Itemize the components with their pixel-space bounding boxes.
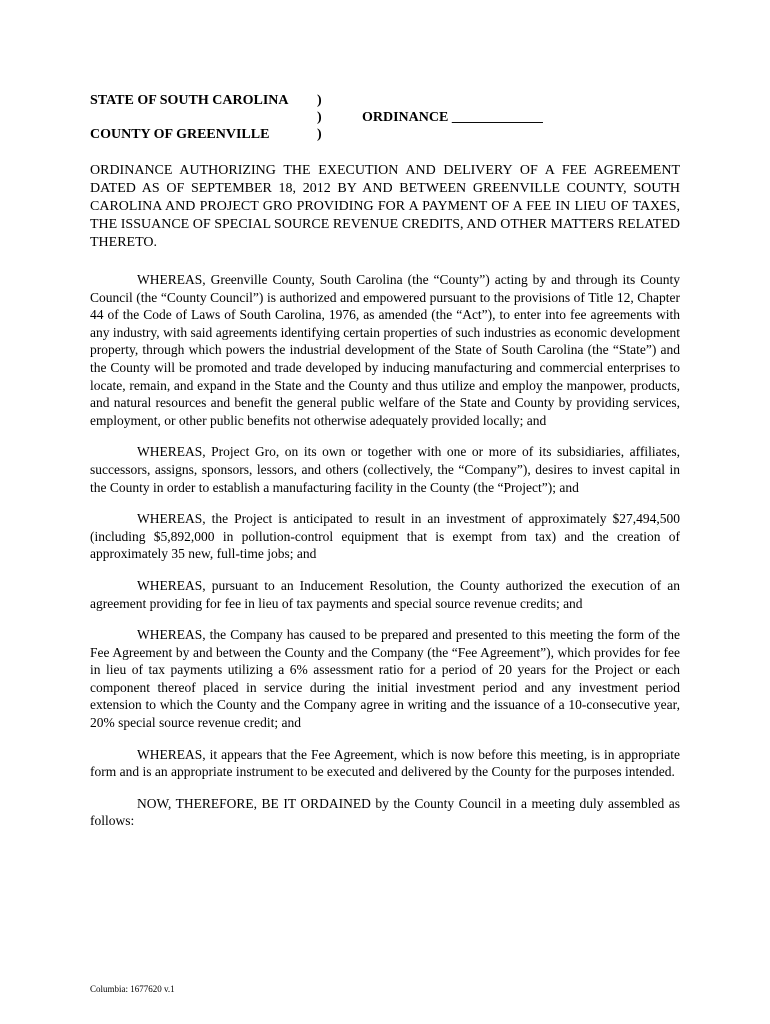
paragraph-whereas-investment: WHEREAS, the Project is anticipated to result in an investment of approximately $27,494,500 (including $5,892,000 in pollution-control equipment that is exempt from tax) and the creation of approximately 35 new, full-time jobs; and (90, 511, 680, 562)
county-label: COUNTY OF GREENVILLE (90, 127, 270, 142)
ordinance-number-label: ORDINANCE _____________ (362, 110, 543, 125)
ordinance-body (90, 271, 680, 844)
caption-row-county (90, 126, 690, 143)
paragraph-whereas-fee-agreement: WHEREAS, the Company has caused to be prepared and presented to this meeting the form of the Fee Agreement by and between the County and the Company (the “Fee Agreement”), which provides for fee in lieu of tax payments utilizing a 6% assessment ratio for a period of 20 years for the Project or each component thereof placed in service during the initial investment period and any investment period extension to which the County and the Company agree in writing and the issuance of a 10-consecutive year, 20% special source revenue credit; and (90, 627, 680, 731)
paragraph-whereas-appropriate: WHEREAS, it appears that the Fee Agreement, which is now before this meeting, is in appropriate form and is an appropriate instrument to be executed and delivered by the County for the purposes intended. (90, 746, 680, 780)
caption-paren: ) (317, 127, 322, 142)
state-label: STATE OF SOUTH CAROLINA (90, 93, 289, 108)
caption-row-state (90, 92, 690, 109)
document-footer: Columbia: 1677620 v.1 (90, 984, 175, 994)
caption-paren: ) (317, 93, 322, 108)
caption-paren: ) (317, 110, 322, 125)
case-caption (90, 92, 690, 143)
ordinance-title: ORDINANCE AUTHORIZING THE EXECUTION AND DELIVERY OF A FEE AGREEMENT DATED AS OF SEPTEMBER 18, 2012 BY AND BETWEEN GREENVILLE COUNTY, SOUTH CAROLINA AND PROJECT GRO PROVIDING FOR A PAYMENT OF A FEE IN LIEU OF TAXES, THE ISSUANCE OF SPECIAL SOURCE REVENUE CREDITS, AND OTHER MATTERS RELATED THERETO. (90, 163, 680, 250)
caption-row-ordinance (90, 109, 690, 126)
paragraph-whereas-company: WHEREAS, Project Gro, on its own or together with one or more of its subsidiaries, affiliates, successors, assigns, sponsors, lessors, and others (collectively, the “Company”), desires to invest capital in the County in order to establish a manufacturing facility in the County (the “Project”); and (90, 444, 680, 495)
paragraph-whereas-inducement: WHEREAS, pursuant to an Inducement Resolution, the County authorized the execution of an agreement providing for fee in lieu of tax payments and special source revenue credits; and (90, 577, 680, 611)
paragraph-whereas-authority: WHEREAS, Greenville County, South Carolina (the “County”) acting by and through its County Council (the “County Council”) is authorized and empowered pursuant to the provisions of Title 12, Chapter 44 of the Code of Laws of South Carolina, 1976, as amended (the “Act”), to enter into fee agreements with any industry, with said agreements identifying certain properties of such industries as economic development property, through which powers the industrial development of the State of South Carolina (the “State”) and the County will be promoted and trade developed by inducing manufacturing and commercial enterprises to locate, remain, and expand in the State and the County and thus utilize and employ the manpower, products, and natural resources and benefit the general public welfare of the State and County by providing services, employment, or other public benefits not otherwise adequately provided locally; and (90, 272, 680, 428)
paragraph-now-therefore: NOW, THEREFORE, BE IT ORDAINED by the County Council in a meeting duly assembled as follows: (90, 795, 680, 829)
